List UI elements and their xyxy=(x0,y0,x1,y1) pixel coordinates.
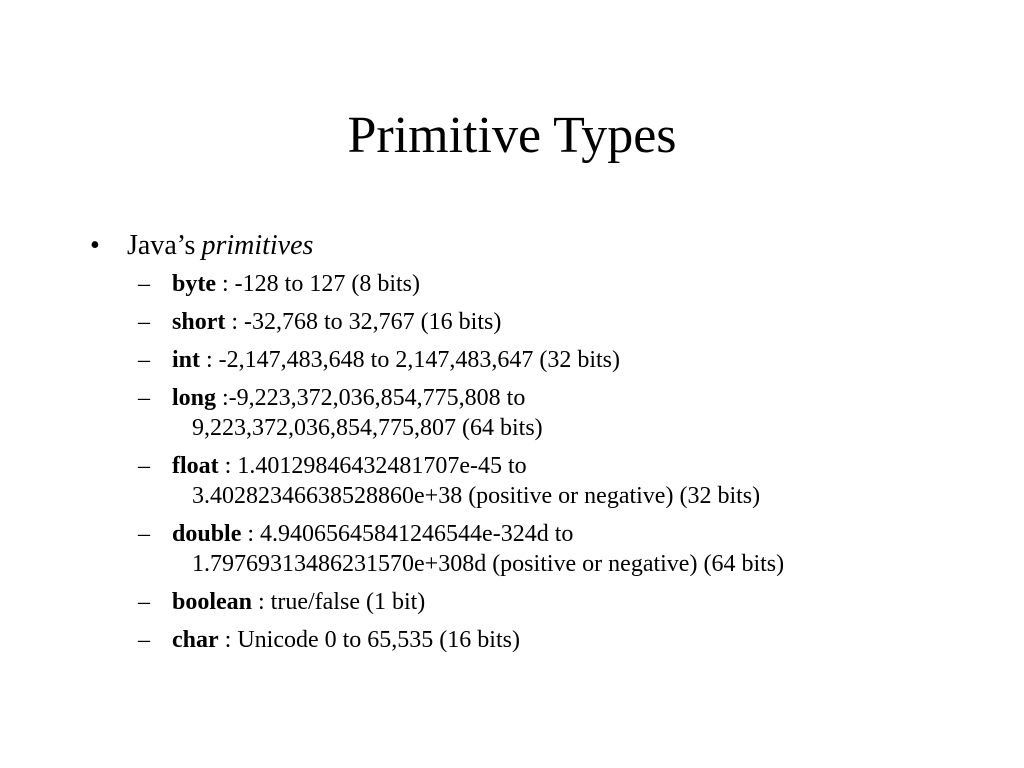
slide-title: Primitive Types xyxy=(347,107,677,164)
list-item-long xyxy=(138,383,998,443)
bullet-text: Java’s xyxy=(127,230,196,261)
bullet-emphasis: primitives xyxy=(201,230,314,261)
type-keyword: short xyxy=(172,309,226,335)
type-range: : -32,768 to 32,767 (16 bits) xyxy=(225,309,502,335)
type-keyword: long xyxy=(172,385,217,411)
dash-marker: – xyxy=(138,347,150,373)
type-keyword: double xyxy=(172,521,242,547)
dash-marker: – xyxy=(138,271,150,297)
type-range-continued: 9,223,372,036,854,775,807 (64 bits) xyxy=(192,415,543,441)
dash-marker: – xyxy=(138,521,150,547)
type-keyword: char xyxy=(172,627,219,653)
list-item-short xyxy=(138,307,998,337)
list-item-int xyxy=(138,345,998,375)
bullet-java-primitives xyxy=(90,228,313,264)
bullet-marker: • xyxy=(90,230,100,261)
list-item-char xyxy=(138,625,998,655)
dash-marker: – xyxy=(138,589,150,615)
list-item-float xyxy=(138,451,998,511)
dash-marker: – xyxy=(138,453,150,479)
type-range: : 4.94065645841246544e-324d to xyxy=(241,521,574,547)
type-range-continued: 3.40282346638528860e+38 (positive or negative) (32 bits) xyxy=(192,483,761,509)
dash-marker: – xyxy=(138,385,150,411)
type-range: : 1.40129846432481707e-45 to xyxy=(218,453,527,479)
type-range: :-9,223,372,036,854,775,808 to xyxy=(216,385,526,411)
type-range-continued: 1.79769313486231570e+308d (positive or negative) (64 bits) xyxy=(192,551,785,577)
list-item-byte xyxy=(138,269,998,299)
dash-marker: – xyxy=(138,627,150,653)
list-item-boolean xyxy=(138,587,998,617)
type-keyword: float xyxy=(172,453,219,479)
type-keyword: boolean xyxy=(172,589,253,615)
type-range: : -2,147,483,648 to 2,147,483,647 (32 bits) xyxy=(200,347,621,373)
primitive-type-list xyxy=(138,269,998,663)
type-range: : true/false (1 bit) xyxy=(252,589,426,615)
type-range: : -128 to 127 (8 bits) xyxy=(216,271,420,297)
type-keyword: byte xyxy=(172,271,216,297)
type-range: : Unicode 0 to 65,535 (16 bits) xyxy=(218,627,520,653)
list-item-double xyxy=(138,519,998,579)
dash-marker: – xyxy=(138,309,150,335)
type-keyword: int xyxy=(172,347,201,373)
